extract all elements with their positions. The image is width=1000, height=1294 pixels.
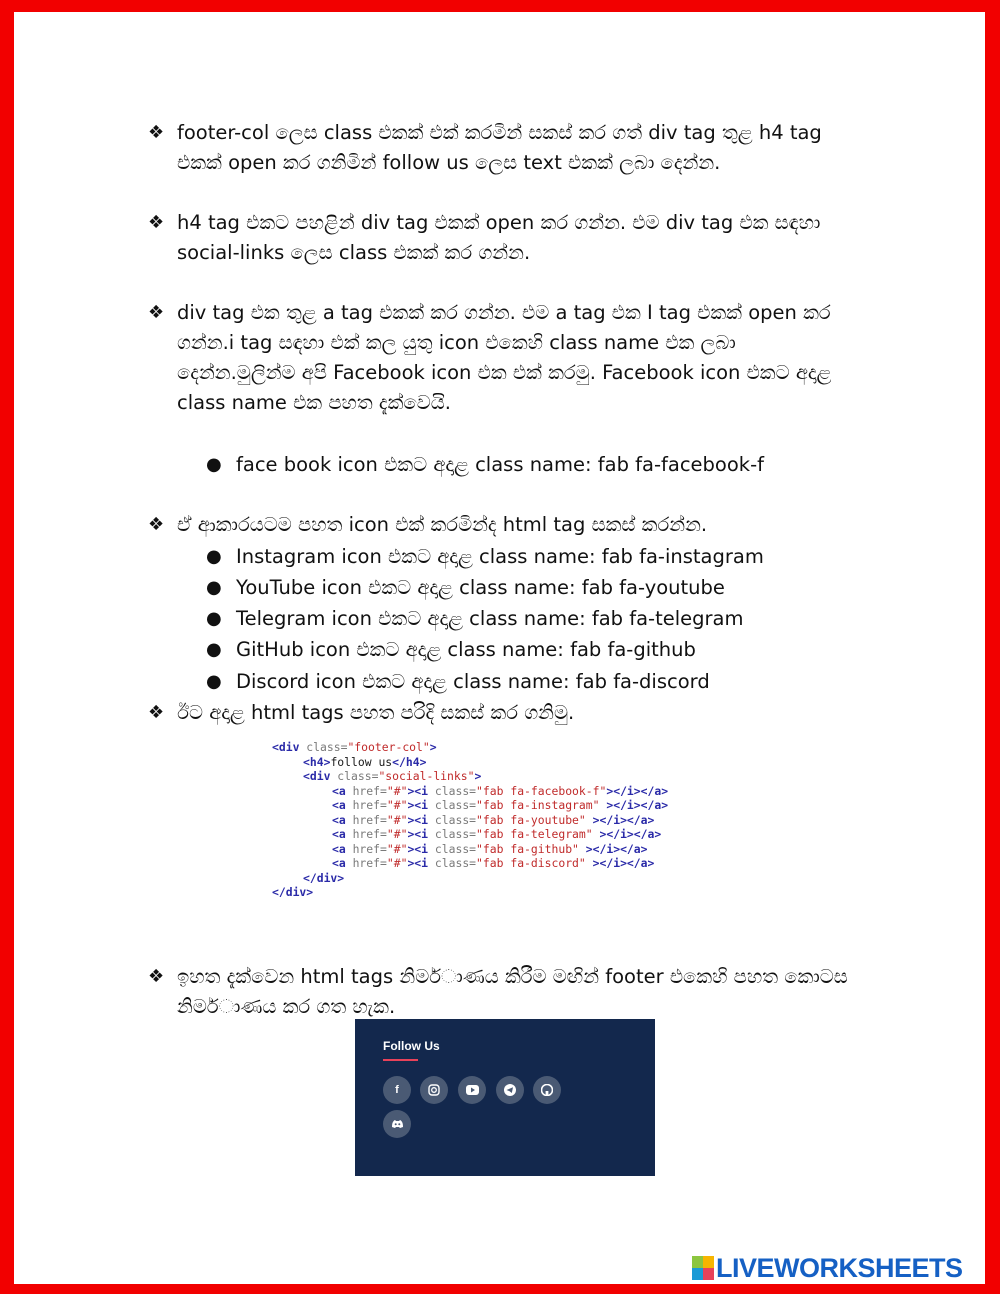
code-line: <a href="#"><i class="fab fa-facebook-f"></i></a>	[332, 783, 669, 798]
heading-underline	[383, 1059, 418, 1061]
diamond-bullet-icon: ❖	[148, 702, 165, 723]
code-line: <a href="#"><i class="fab fa-instagram" ></i></a>	[332, 798, 669, 812]
paragraph-3-line-4: class name එක පහත දැක්වෙයි.	[177, 391, 451, 414]
code-line: <div class="social-links">	[303, 769, 482, 783]
diamond-bullet-icon: ❖	[148, 302, 165, 323]
code-line: <a href="#"><i class="fab fa-youtube" ></i></a>	[332, 812, 655, 827]
round-bullet-icon: ●	[206, 454, 222, 475]
code-line: </div>	[272, 885, 314, 899]
youtube-icon[interactable]	[458, 1076, 486, 1104]
code-line: <a href="#"><i class="fab fa-github" ></i></a>	[332, 841, 648, 856]
diamond-bullet-icon: ❖	[148, 212, 165, 233]
paragraph-2-line-2: social-links ලෙස class එකක් කර ගන්න.	[177, 241, 531, 264]
round-bullet-icon: ●	[206, 546, 222, 567]
paragraph-2	[177, 208, 877, 268]
paragraph-6-line-2: නිමර්ාණය කර ගත හැක.	[177, 995, 396, 1018]
diamond-bullet-icon: ❖	[148, 966, 165, 987]
github-icon[interactable]	[533, 1076, 561, 1104]
paragraph-1	[177, 118, 877, 178]
round-bullet-icon: ●	[206, 671, 222, 692]
brand-text: LIVEWORKSHEETS	[716, 1252, 963, 1283]
code-line: </div>	[303, 870, 345, 885]
paragraph-1-line-2: එකක් open කර ගනිමින් follow us ලෙස text එකක් ලබා දෙන්න.	[177, 151, 721, 174]
round-bullet-icon: ●	[206, 639, 222, 660]
code-line: <div class="footer-col">	[272, 740, 437, 754]
paragraph-3-line-2: ගන්න.i tag සඳහා එක් කල යුතු icon එකෙහි class name එක ලබා	[177, 331, 736, 354]
round-bullet-icon: ●	[206, 608, 222, 629]
code-line: <a href="#"><i class="fab fa-telegram" ></i></a>	[332, 827, 662, 841]
paragraph-3	[177, 298, 877, 418]
youtube-class-item: YouTube icon එකට අදාළ class name: fab fa-youtube	[236, 576, 725, 599]
instagram-class-item: Instagram icon එකට අදාළ class name: fab fa-instagram	[236, 545, 764, 568]
facebook-icon[interactable]: f	[383, 1076, 411, 1104]
paragraph-2-line-1: h4 tag එකට පහළින් div tag එකක් open කර ගන්න. එම div tag එක සඳහා	[177, 211, 821, 234]
paragraph-6-line-1: ඉහත දැක්වෙන html tags නිමර්ාණය කිරීම මඟින් footer එකෙහි පහත කොටස	[177, 965, 848, 988]
paragraph-6	[177, 962, 877, 1022]
discord-icon[interactable]	[383, 1110, 411, 1138]
liveworksheets-icon	[692, 1256, 714, 1280]
code-snippet	[272, 740, 712, 908]
paragraph-3-line-3: දෙන්න.මුලින්ම අපි Facebook icon එක එක් කරමු. Facebook icon එකට අදාළ	[177, 361, 832, 384]
facebook-class-item: face book icon එකට අදාළ class name: fab fa-facebook-f	[236, 453, 764, 476]
telegram-icon[interactable]	[496, 1076, 524, 1104]
liveworksheets-logo	[692, 1252, 963, 1283]
follow-us-heading: Follow Us	[383, 1039, 440, 1053]
paragraph-1-line-1: footer-col ලෙස class එකක් එක් කරමින් සකස් කර ගත් div tag තුළ h4 tag	[177, 121, 822, 144]
discord-class-item: Discord icon එකට අදාළ class name: fab fa-discord	[236, 670, 710, 693]
github-class-item: GitHub icon එකට අදාළ class name: fab fa-github	[236, 638, 696, 661]
paragraph-3-line-1: div tag එක තුළ a tag එකක් කර ගන්න. එම a tag එක I tag එකක් open කර	[177, 301, 831, 324]
instagram-icon[interactable]	[420, 1076, 448, 1104]
paragraph-5: ඊට අදාළ html tags පහත පරිදි සකස් කර ගනිමු.	[177, 701, 575, 724]
paragraph-4: ඒ ආකාරයටම පහත icon එක් කරමින්ද html tag සකස් කරන්න.	[177, 513, 708, 536]
footer-preview	[355, 1019, 655, 1176]
round-bullet-icon: ●	[206, 577, 222, 598]
diamond-bullet-icon: ❖	[148, 514, 165, 535]
code-line: <h4>follow us</h4>	[303, 754, 427, 769]
telegram-class-item: Telegram icon එකට අදාළ class name: fab fa-telegram	[236, 607, 744, 630]
code-line: <a href="#"><i class="fab fa-discord" ></i></a>	[332, 856, 655, 870]
diamond-bullet-icon: ❖	[148, 122, 165, 143]
